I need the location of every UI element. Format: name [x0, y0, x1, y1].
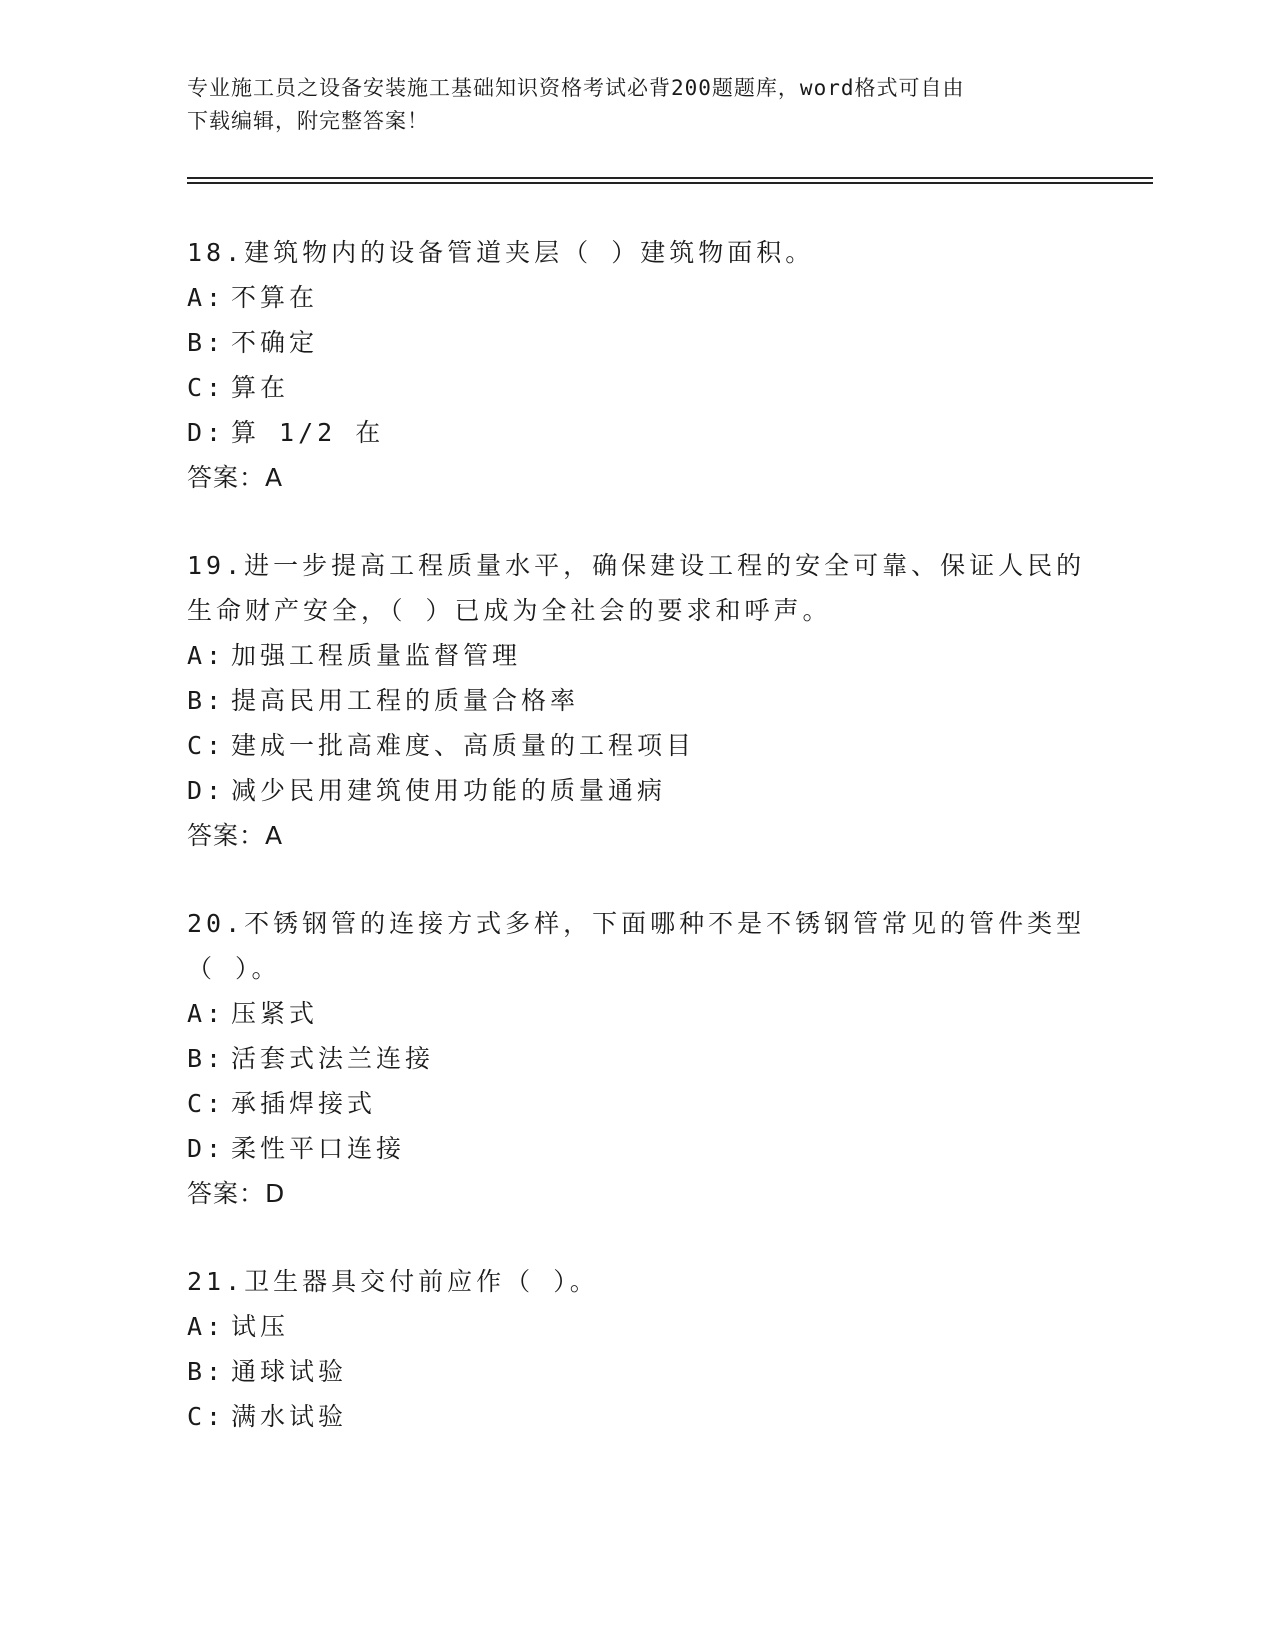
document-header: [187, 72, 1087, 138]
option-text: 压紧式: [231, 999, 319, 1028]
option-a: [187, 633, 1087, 678]
option-b: [187, 1036, 1087, 1081]
option-text: 建成一批高难度、高质量的工程项目: [231, 731, 696, 760]
option-a: [187, 1304, 1087, 1349]
option-d: [187, 768, 1087, 813]
option-letter: D:: [187, 776, 226, 805]
question-stem-line-1: 19.进一步提高工程质量水平，确保建设工程的安全可靠、保证人民的: [187, 551, 1086, 580]
option-a: [187, 275, 1087, 320]
option-text: 不确定: [231, 328, 319, 357]
option-letter: D:: [187, 418, 226, 447]
question-20: [187, 901, 1087, 1216]
question-stem-line-2: （ ）。: [187, 954, 281, 983]
option-letter: B:: [187, 1357, 226, 1386]
question-stem: 21.卫生器具交付前应作（ ）。: [187, 1267, 599, 1296]
option-c: [187, 1081, 1087, 1126]
option-text: 算 1/2 在: [231, 418, 385, 447]
answer-line: 答案：A: [187, 463, 284, 492]
header-line-2: 下载编辑，附完整答案！: [187, 109, 429, 133]
question-19: [187, 543, 1087, 858]
option-text: 承插焊接式: [231, 1089, 377, 1118]
option-text: 不算在: [231, 283, 319, 312]
option-text: 试压: [231, 1312, 290, 1341]
question-18: [187, 230, 1087, 500]
option-text: 算在: [231, 373, 290, 402]
question-stem-line-1: 20.不锈钢管的连接方式多样，下面哪种不是不锈钢管常见的管件类型: [187, 909, 1086, 938]
answer-line: 答案：D: [187, 1179, 286, 1208]
question-stem-line-2: 生命财产安全，（ ）已成为全社会的要求和呼声。: [187, 596, 832, 625]
option-text: 加强工程质量监督管理: [231, 641, 522, 670]
option-text: 提高民用工程的质量合格率: [231, 686, 580, 715]
question-21: [187, 1259, 1087, 1439]
option-c: [187, 723, 1087, 768]
option-letter: A:: [187, 999, 226, 1028]
option-letter: D:: [187, 1134, 226, 1163]
option-a: [187, 991, 1087, 1036]
question-stem: 18.建筑物内的设备管道夹层（ ）建筑物面积。: [187, 238, 815, 267]
answer-line: 答案：A: [187, 821, 284, 850]
option-b: [187, 1349, 1087, 1394]
option-text: 通球试验: [231, 1357, 348, 1386]
option-letter: B:: [187, 328, 226, 357]
option-text: 减少民用建筑使用功能的质量通病: [231, 776, 667, 805]
option-letter: B:: [187, 1044, 226, 1073]
option-letter: A:: [187, 1312, 226, 1341]
option-letter: B:: [187, 686, 226, 715]
option-text: 活套式法兰连接: [231, 1044, 435, 1073]
option-letter: C:: [187, 1089, 226, 1118]
question-list: [187, 230, 1087, 1482]
option-b: [187, 678, 1087, 723]
option-text: 柔性平口连接: [231, 1134, 406, 1163]
option-b: [187, 320, 1087, 365]
option-text: 满水试验: [231, 1402, 348, 1431]
option-c: [187, 365, 1087, 410]
option-letter: C:: [187, 731, 226, 760]
header-divider: [187, 177, 1153, 184]
header-line-1: 专业施工员之设备安装施工基础知识资格考试必背200题题库，word格式可自由: [187, 76, 965, 100]
option-letter: A:: [187, 283, 226, 312]
option-letter: C:: [187, 1402, 226, 1431]
option-letter: C:: [187, 373, 226, 402]
option-letter: A:: [187, 641, 226, 670]
option-c: [187, 1394, 1087, 1439]
option-d: [187, 410, 1087, 455]
option-d: [187, 1126, 1087, 1171]
